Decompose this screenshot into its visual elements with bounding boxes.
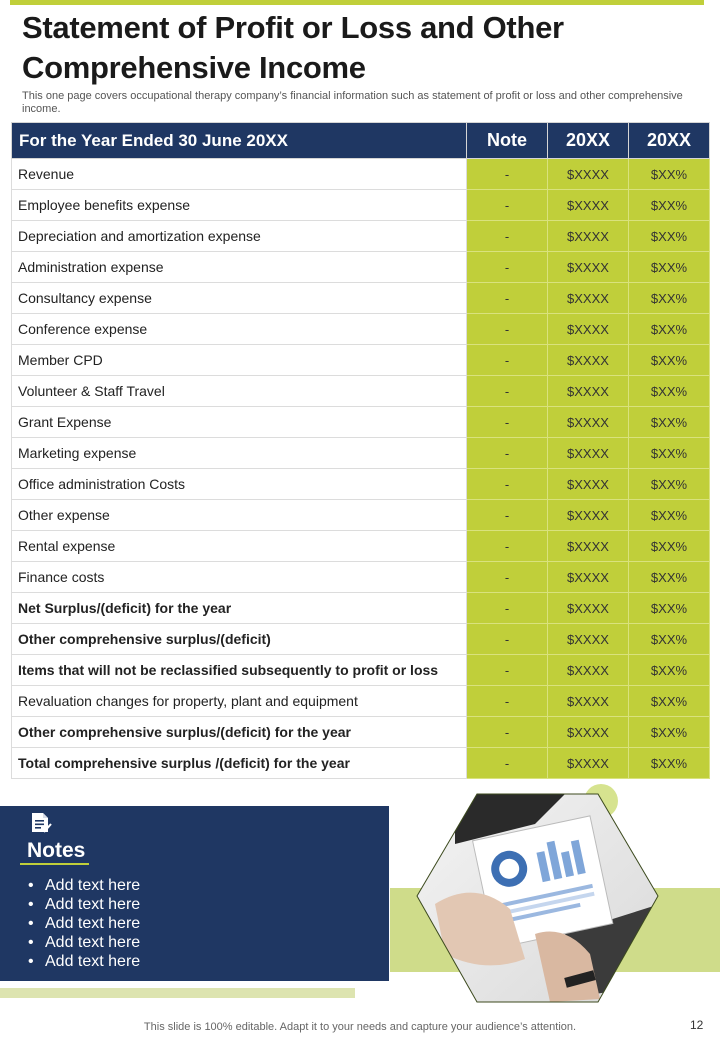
row-note: - [467,562,548,593]
row-value-2: $XX% [629,438,710,469]
row-value-1: $XXXX [548,531,629,562]
row-value-1: $XXXX [548,252,629,283]
notes-list [28,876,140,971]
row-note: - [467,159,548,190]
row-label: Grant Expense [12,407,467,438]
row-label: Other comprehensive surplus/(deficit) [12,624,467,655]
row-value-1: $XXXX [548,314,629,345]
table-row [12,438,710,469]
row-note: - [467,748,548,779]
row-value-2: $XX% [629,531,710,562]
notes-list-item: • Add text here [28,896,141,913]
row-label: Member CPD [12,345,467,376]
row-value-2: $XX% [629,190,710,221]
row-value-1: $XXXX [548,407,629,438]
table-row [12,314,710,345]
row-note: - [467,376,548,407]
header-year-2: 20XX [629,123,710,159]
row-label: Net Surplus/(deficit) for the year [12,593,467,624]
row-note: - [467,686,548,717]
row-label: Office administration Costs [12,469,467,500]
row-note: - [467,221,548,252]
row-label: Finance costs [12,562,467,593]
row-value-1: $XXXX [548,655,629,686]
row-note: - [467,624,548,655]
table-row [12,717,710,748]
table-row [12,686,710,717]
row-label: Other comprehensive surplus/(deficit) for the year [12,717,467,748]
row-value-2: $XX% [629,345,710,376]
notes-list-item: • Add text here [28,915,141,932]
row-value-1: $XXXX [548,221,629,252]
table-row [12,407,710,438]
table-row [12,624,710,655]
row-value-2: $XX% [629,314,710,345]
row-note: - [467,190,548,221]
table-row [12,376,710,407]
table-row [12,469,710,500]
notes-list-item: • Add text here [28,877,141,894]
notes-list-item: • Add text here [28,934,141,951]
row-value-1: $XXXX [548,593,629,624]
table-row [12,283,710,314]
row-label: Items that will not be reclassified subsequently to profit or loss [12,655,467,686]
row-value-2: $XX% [629,252,710,283]
row-value-2: $XX% [629,686,710,717]
notes-title: Notes [27,839,86,862]
hands-with-chart-photo [415,784,660,1009]
row-value-2: $XX% [629,283,710,314]
table-row [12,593,710,624]
row-value-1: $XXXX [548,624,629,655]
row-label: Consultancy expense [12,283,467,314]
document-icon [30,812,52,836]
row-value-2: $XX% [629,159,710,190]
row-value-1: $XXXX [548,469,629,500]
table-body [12,159,710,779]
footer-text: This slide is 100% editable. Adapt it to your needs and capture your audience’s attention. [143,1021,577,1033]
row-value-2: $XX% [629,748,710,779]
header-note: Note [467,123,548,159]
row-note: - [467,407,548,438]
table-header-row [12,123,710,159]
row-label: Conference expense [12,314,467,345]
row-note: - [467,345,548,376]
row-label: Total comprehensive surplus /(deficit) for the year [12,748,467,779]
row-value-2: $XX% [629,593,710,624]
row-value-1: $XXXX [548,376,629,407]
row-note: - [467,438,548,469]
row-value-1: $XXXX [548,159,629,190]
row-value-2: $XX% [629,624,710,655]
row-value-1: $XXXX [548,283,629,314]
notes-list-item: • Add text here [28,953,141,970]
table-row [12,345,710,376]
row-label: Volunteer & Staff Travel [12,376,467,407]
row-value-1: $XXXX [548,438,629,469]
row-value-2: $XX% [629,469,710,500]
row-label: Revenue [12,159,467,190]
row-value-2: $XX% [629,655,710,686]
row-note: - [467,252,548,283]
row-note: - [467,717,548,748]
header-period: For the Year Ended 30 June 20XX [12,123,467,159]
row-label: Other expense [12,500,467,531]
page-number: 12 [690,1018,704,1032]
row-value-1: $XXXX [548,190,629,221]
row-value-1: $XXXX [548,562,629,593]
financial-table [11,122,710,779]
row-note: - [467,283,548,314]
row-label: Revaluation changes for property, plant and equipment [12,686,467,717]
row-value-2: $XX% [629,717,710,748]
row-note: - [467,531,548,562]
table-row [12,190,710,221]
row-value-2: $XX% [629,500,710,531]
row-value-1: $XXXX [548,345,629,376]
table-row [12,252,710,283]
row-note: - [467,593,548,624]
row-value-1: $XXXX [548,500,629,531]
row-label: Employee benefits expense [12,190,467,221]
row-value-1: $XXXX [548,748,629,779]
page-title: Statement of Profit or Loss and Other Comprehensive Income [22,10,564,85]
page-subtitle: This one page covers occupational therapy company’s financial information such as statement of profit or loss and other comprehensive income. [22,90,683,115]
row-value-2: $XX% [629,562,710,593]
header-year-1: 20XX [548,123,629,159]
table-row [12,655,710,686]
row-note: - [467,469,548,500]
row-value-2: $XX% [629,407,710,438]
row-value-1: $XXXX [548,686,629,717]
table-row [12,748,710,779]
table-row [12,562,710,593]
table-row [12,159,710,190]
row-note: - [467,314,548,345]
row-label: Administration expense [12,252,467,283]
row-note: - [467,655,548,686]
notes-underline [20,863,89,865]
row-value-2: $XX% [629,221,710,252]
row-label: Marketing expense [12,438,467,469]
row-value-1: $XXXX [548,717,629,748]
table-row [12,500,710,531]
table-row [12,221,710,252]
row-value-2: $XX% [629,376,710,407]
row-label: Rental expense [12,531,467,562]
notes-bottom-bar [0,988,355,998]
row-label: Depreciation and amortization expense [12,221,467,252]
row-note: - [467,500,548,531]
table-row [12,531,710,562]
top-accent-bar [10,0,704,5]
